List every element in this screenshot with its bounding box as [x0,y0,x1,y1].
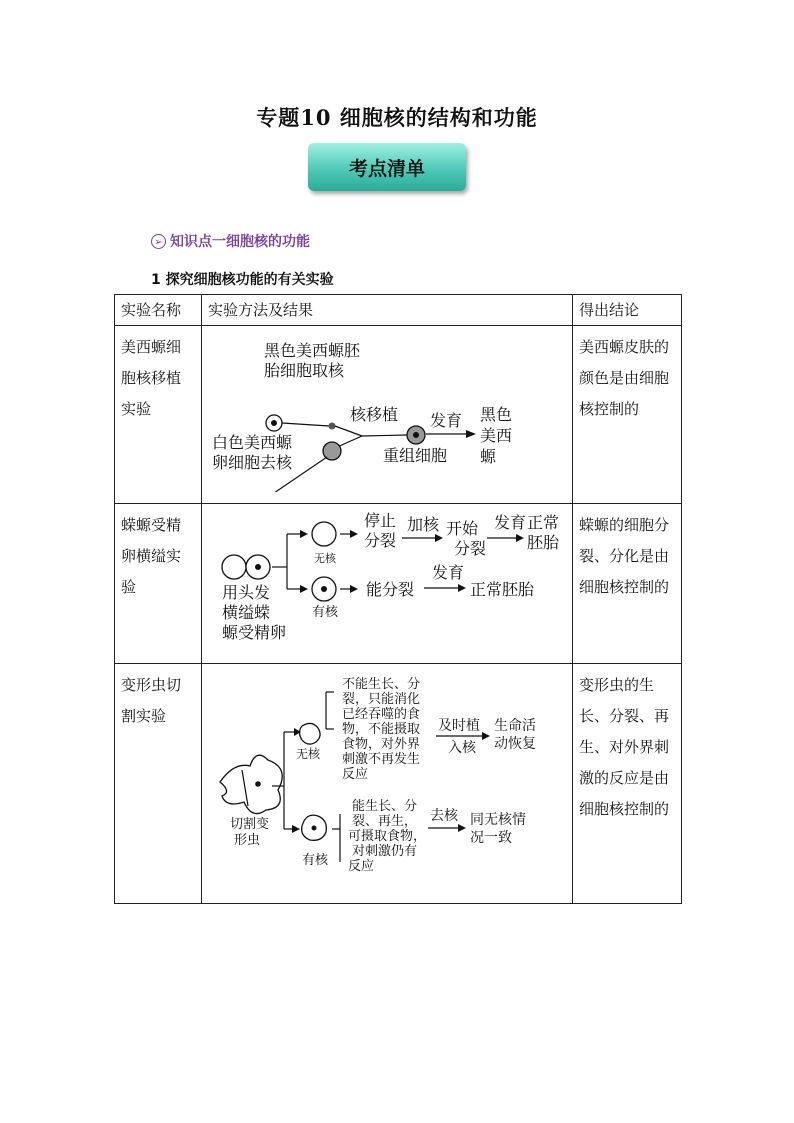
arrowhead [458,824,466,832]
connector-line [282,423,329,426]
amoeba [220,755,282,813]
figure-label: 裂，只能消化 [342,692,421,707]
arrowhead [350,530,358,538]
figure-label: 裂、再生， [352,814,418,829]
figure-label: 去核 [430,808,458,824]
experiment-name: 美西螈细胞核移植实验 [115,326,202,504]
figure-label: 正常 [527,513,560,532]
arrowhead [482,732,490,740]
figure-label: 发育 [494,513,527,532]
figure-label: 及时植 [438,718,480,734]
figure-label: 发育 [430,411,463,430]
table-row [115,664,682,904]
figure-label: 分裂 [364,531,397,550]
experiment-conclusion: 蝾螈的细胞分裂、分化是由细胞核控制的 [573,504,682,664]
table-row [115,504,682,664]
figure-label: 物，不能摄取 [342,722,421,737]
figure-label: 螈 [480,447,497,466]
recombinant-nucleus [413,432,419,438]
section-banner: 考点清单 [308,143,466,191]
amoeba-nucleus [255,781,261,787]
page-title: 专题10 细胞核的结构和功能 [256,105,538,130]
figure-label: 生命活 [494,718,536,734]
figure-label: 白色美西螈 [212,433,293,452]
fragment-nucleus [312,826,317,831]
figure-label: 刺激不再发生 [342,752,421,767]
egg-half-left [222,555,246,579]
figure-label: 胚胎 [527,533,560,552]
figure-label: 况一致 [470,830,512,846]
figure-label: 开始 [446,519,479,538]
chevron-right-icon: ➢ [151,234,166,249]
experiment-figure [202,504,573,664]
figure-label: 重组细胞 [383,446,448,465]
experiment-figure [202,326,573,504]
knowledge-point-label: 知识点一细胞核的功能 [170,234,310,250]
figure-label: 能分裂 [366,580,415,599]
figure-label: 卵细胞去核 [212,453,293,472]
figure-label: 可摄取食物， [348,829,427,844]
figure-label: 停止 [364,511,397,530]
header-cell: 实验名称 [115,295,202,326]
amoeba-cutting-diagram [202,664,571,892]
table-header-row [115,295,682,326]
figure-label: 反应 [348,859,375,874]
experiment-conclusion: 美西螈皮肤的颜色是由细胞核控制的 [573,326,682,504]
arrowhead [292,825,300,833]
figure-label: 同无核情 [470,812,526,828]
figure-label: 美西 [480,426,513,445]
arrowhead [300,585,308,593]
figure-label: 能生长、分 [352,799,418,814]
arrowhead [300,530,308,538]
figure-label: 对刺激仍有 [352,844,418,859]
figure-label: 核移植 [350,405,399,424]
extracted-nucleus [329,423,336,430]
figure-label: 无核 [314,552,336,565]
figure-label: 胎细胞取核 [264,361,345,380]
figure-label: 发育 [432,563,465,582]
figure-label: 已经吞噬的食 [342,707,421,722]
egg-nucleus [255,564,261,570]
figure-label: 用头发 [222,583,271,602]
experiment-table [114,294,682,904]
figure-label: 食物，对外界 [342,737,421,752]
arrowhead [435,534,443,542]
half-nucleus [321,586,327,592]
figure-label: 形虫 [234,833,261,848]
figure-label: 黑色美西螈胚 [264,341,361,360]
arrowhead [350,585,358,593]
figure-label: 黑色 [480,405,513,424]
experiment-name: 变形虫切割实验 [115,664,202,904]
figure-label: 有核 [312,605,339,620]
figure-label: 不能生长、分 [342,677,421,692]
figure-label: 动恢复 [494,736,536,752]
connector-line [362,435,407,436]
connector-line [335,426,362,436]
figure-label: 无核 [296,747,321,761]
experiment-conclusion: 变形虫的生长、分裂、再生、对外界刺激的反应是由细胞核控制的 [573,664,682,904]
figure-label: 加核 [407,515,440,534]
donor-nucleus [271,420,277,426]
table-row [115,326,682,504]
constriction-diagram [202,504,571,652]
knowledge-point-heading [151,231,310,251]
no-nucleus-fragment [300,723,321,744]
figure-label: 有核 [302,853,329,868]
experiment-name: 蝾螈受精卵横缢实验 [115,504,202,664]
figure-label: 入核 [448,740,476,756]
figure-label: 横缢蝾 [222,603,271,622]
figure-label: 螈受精卵 [222,623,287,642]
nuclear-transplant-diagram [202,326,571,492]
experiment-figure [202,664,573,904]
figure-label: 切割变 [230,817,270,832]
no-nucleus-half [312,522,336,546]
figure-label: 反应 [342,767,369,782]
header-cell: 实验方法及结果 [202,295,573,326]
arrowhead [516,534,524,542]
arrowhead [458,584,466,592]
arrowhead [466,430,476,438]
figure-label: 分裂 [454,539,487,558]
figure-label: 正常胚胎 [470,580,535,599]
header-cell: 得出结论 [573,295,682,326]
section-subheading: 1 探究细胞核功能的有关实验 [151,272,334,288]
